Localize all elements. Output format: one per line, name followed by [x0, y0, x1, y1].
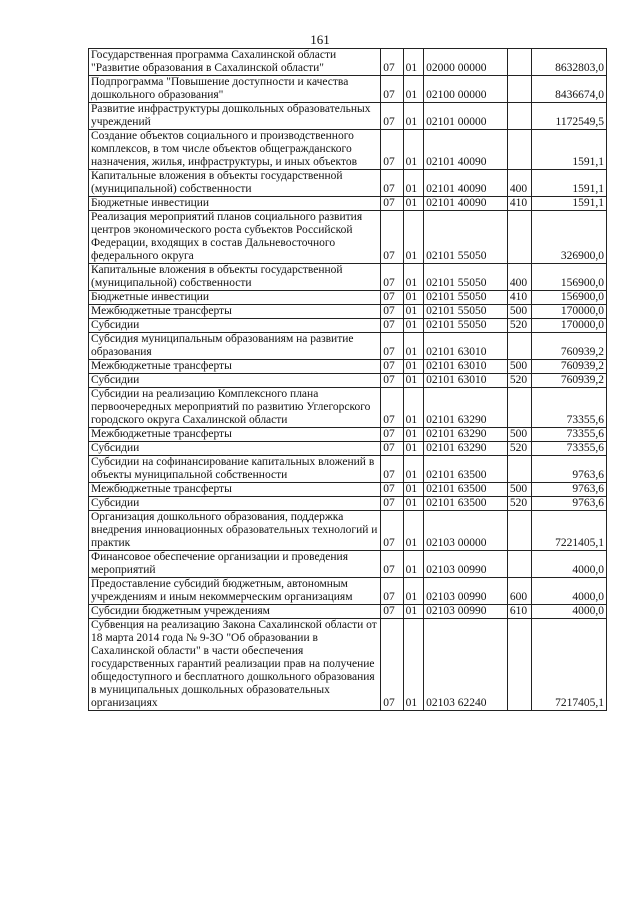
amount-cell: 760939,2 [532, 374, 607, 388]
program-code-cell: 02101 63010 [424, 333, 508, 360]
program-code-cell: 02101 63290 [424, 428, 508, 442]
table-row [89, 333, 607, 360]
section-code-cell: 07 [381, 49, 403, 76]
section-code-cell: 07 [381, 319, 403, 333]
subsection-code-cell: 01 [403, 388, 423, 428]
row-name-cell: Субсидии на софинансирование капитальных вложений в объекты муниципальной собственности [89, 456, 381, 483]
section-code-cell: 07 [381, 511, 403, 551]
section-code-cell: 07 [381, 497, 403, 511]
amount-cell: 73355,6 [532, 388, 607, 428]
program-code-cell: 02101 00000 [424, 103, 508, 130]
row-name-cell: Субсидии бюджетным учреждениям [89, 605, 381, 619]
subsection-code-cell: 01 [403, 497, 423, 511]
row-name-cell: Финансовое обеспечение организации и проведения мероприятий [89, 551, 381, 578]
table-row [89, 605, 607, 619]
subsection-code-cell: 01 [403, 428, 423, 442]
amount-cell: 1591,1 [532, 170, 607, 197]
expense-type-cell: 600 [507, 578, 532, 605]
program-code-cell: 02101 55050 [424, 264, 508, 291]
section-code-cell: 07 [381, 551, 403, 578]
budget-table-body [89, 49, 607, 711]
row-name-cell: Субсидии [89, 374, 381, 388]
expense-type-cell: 400 [507, 170, 532, 197]
row-name-cell: Субвенция на реализацию Закона Сахалинской области от 18 марта 2014 года № 9-ЗО "Об образовании в Сахалинской области" в части обеспечения государственных гарантий реализации прав на получение общедоступного и бесплатного дошкольного образования в муниципальных дошкольных образовательных организациях [89, 619, 381, 711]
row-name-cell: Межбюджетные трансферты [89, 305, 381, 319]
section-code-cell: 07 [381, 264, 403, 291]
section-code-cell: 07 [381, 374, 403, 388]
amount-cell: 326900,0 [532, 211, 607, 264]
row-name-cell: Капитальные вложения в объекты государственной (муниципальной) собственности [89, 170, 381, 197]
row-name-cell: Предоставление субсидий бюджетным, автономным учреждениям и иным некоммерческим организациям [89, 578, 381, 605]
section-code-cell: 07 [381, 333, 403, 360]
program-code-cell: 02101 55050 [424, 319, 508, 333]
expense-type-cell: 500 [507, 483, 532, 497]
subsection-code-cell: 01 [403, 319, 423, 333]
expense-type-cell: 400 [507, 264, 532, 291]
expense-type-cell: 520 [507, 319, 532, 333]
row-name-cell: Межбюджетные трансферты [89, 360, 381, 374]
expense-type-cell: 500 [507, 428, 532, 442]
amount-cell: 4000,0 [532, 551, 607, 578]
section-code-cell: 07 [381, 578, 403, 605]
amount-cell: 760939,2 [532, 360, 607, 374]
program-code-cell: 02101 40090 [424, 170, 508, 197]
subsection-code-cell: 01 [403, 619, 423, 711]
program-code-cell: 02101 63500 [424, 497, 508, 511]
subsection-code-cell: 01 [403, 264, 423, 291]
row-name-cell: Субсидии [89, 319, 381, 333]
expense-type-cell [507, 333, 532, 360]
table-row [89, 305, 607, 319]
expense-type-cell [507, 211, 532, 264]
table-row [89, 197, 607, 211]
amount-cell: 1172549,5 [532, 103, 607, 130]
program-code-cell: 02101 40090 [424, 197, 508, 211]
amount-cell: 1591,1 [532, 130, 607, 170]
subsection-code-cell: 01 [403, 551, 423, 578]
amount-cell: 9763,6 [532, 497, 607, 511]
section-code-cell: 07 [381, 305, 403, 319]
table-row [89, 360, 607, 374]
section-code-cell: 07 [381, 388, 403, 428]
amount-cell: 73355,6 [532, 428, 607, 442]
expense-type-cell: 520 [507, 442, 532, 456]
page-number: 161 [310, 32, 330, 47]
table-row [89, 170, 607, 197]
program-code-cell: 02101 55050 [424, 291, 508, 305]
program-code-cell: 02100 00000 [424, 76, 508, 103]
program-code-cell: 02103 00990 [424, 551, 508, 578]
expense-type-cell [507, 388, 532, 428]
row-name-cell: Бюджетные инвестиции [89, 197, 381, 211]
row-name-cell: Субсидии на реализацию Комплексного плана первоочередных мероприятий по развитию Углегорского городского округа Сахалинской области [89, 388, 381, 428]
section-code-cell: 07 [381, 211, 403, 264]
table-row [89, 49, 607, 76]
row-name-cell: Бюджетные инвестиции [89, 291, 381, 305]
table-row [89, 319, 607, 333]
expense-type-cell [507, 130, 532, 170]
amount-cell: 73355,6 [532, 442, 607, 456]
table-row [89, 551, 607, 578]
amount-cell: 9763,6 [532, 456, 607, 483]
row-name-cell: Субсидия муниципальным образованиям на развитие образования [89, 333, 381, 360]
expense-type-cell [507, 551, 532, 578]
table-row [89, 76, 607, 103]
budget-table [88, 48, 607, 711]
program-code-cell: 02103 00990 [424, 578, 508, 605]
section-code-cell: 07 [381, 103, 403, 130]
expense-type-cell: 500 [507, 360, 532, 374]
expense-type-cell [507, 76, 532, 103]
expense-type-cell: 500 [507, 305, 532, 319]
table-row [89, 578, 607, 605]
amount-cell: 7221405,1 [532, 511, 607, 551]
table-row [89, 291, 607, 305]
row-name-cell: Межбюджетные трансферты [89, 428, 381, 442]
subsection-code-cell: 01 [403, 605, 423, 619]
program-code-cell: 02000 00000 [424, 49, 508, 76]
expense-type-cell: 520 [507, 497, 532, 511]
section-code-cell: 07 [381, 197, 403, 211]
expense-type-cell: 410 [507, 197, 532, 211]
expense-type-cell [507, 103, 532, 130]
row-name-cell: Создание объектов социального и производственного комплексов, в том числе объектов общегражданского назначения, жилья, инфраструктуры, и иных объектов [89, 130, 381, 170]
row-name-cell: Подпрограмма "Повышение доступности и качества дошкольного образования" [89, 76, 381, 103]
program-code-cell: 02101 63290 [424, 442, 508, 456]
section-code-cell: 07 [381, 619, 403, 711]
section-code-cell: 07 [381, 291, 403, 305]
table-row [89, 456, 607, 483]
row-name-cell: Реализация мероприятий планов социального развития центров экономического роста субъектов Российской Федерации, входящих в состав Дальневосточного федерального округа [89, 211, 381, 264]
table-row [89, 428, 607, 442]
expense-type-cell: 410 [507, 291, 532, 305]
subsection-code-cell: 01 [403, 130, 423, 170]
expense-type-cell [507, 511, 532, 551]
program-code-cell: 02101 40090 [424, 130, 508, 170]
expense-type-cell [507, 456, 532, 483]
amount-cell: 7217405,1 [532, 619, 607, 711]
subsection-code-cell: 01 [403, 442, 423, 456]
subsection-code-cell: 01 [403, 483, 423, 497]
amount-cell: 8436674,0 [532, 76, 607, 103]
expense-type-cell [507, 619, 532, 711]
row-name-cell: Капитальные вложения в объекты государственной (муниципальной) собственности [89, 264, 381, 291]
subsection-code-cell: 01 [403, 511, 423, 551]
subsection-code-cell: 01 [403, 170, 423, 197]
amount-cell: 760939,2 [532, 333, 607, 360]
table-row [89, 103, 607, 130]
table-row [89, 211, 607, 264]
expense-type-cell [507, 49, 532, 76]
section-code-cell: 07 [381, 130, 403, 170]
subsection-code-cell: 01 [403, 333, 423, 360]
section-code-cell: 07 [381, 605, 403, 619]
subsection-code-cell: 01 [403, 49, 423, 76]
table-row [89, 483, 607, 497]
amount-cell: 4000,0 [532, 605, 607, 619]
row-name-cell: Развитие инфраструктуры дошкольных образовательных учреждений [89, 103, 381, 130]
subsection-code-cell: 01 [403, 211, 423, 264]
program-code-cell: 02103 00990 [424, 605, 508, 619]
table-row [89, 497, 607, 511]
row-name-cell: Субсидии [89, 497, 381, 511]
program-code-cell: 02101 55050 [424, 211, 508, 264]
subsection-code-cell: 01 [403, 103, 423, 130]
program-code-cell: 02101 63500 [424, 483, 508, 497]
table-row [89, 130, 607, 170]
row-name-cell: Межбюджетные трансферты [89, 483, 381, 497]
row-name-cell: Государственная программа Сахалинской области "Развитие образования в Сахалинской области" [89, 49, 381, 76]
subsection-code-cell: 01 [403, 291, 423, 305]
table-row [89, 511, 607, 551]
subsection-code-cell: 01 [403, 305, 423, 319]
subsection-code-cell: 01 [403, 578, 423, 605]
section-code-cell: 07 [381, 483, 403, 497]
amount-cell: 170000,0 [532, 319, 607, 333]
table-row [89, 374, 607, 388]
section-code-cell: 07 [381, 170, 403, 197]
section-code-cell: 07 [381, 360, 403, 374]
row-name-cell: Организация дошкольного образования, поддержка внедрения инновационных образовательных технологий и практик [89, 511, 381, 551]
table-row [89, 264, 607, 291]
table-row [89, 619, 607, 711]
section-code-cell: 07 [381, 428, 403, 442]
amount-cell: 9763,6 [532, 483, 607, 497]
program-code-cell: 02101 55050 [424, 305, 508, 319]
amount-cell: 170000,0 [532, 305, 607, 319]
amount-cell: 8632803,0 [532, 49, 607, 76]
amount-cell: 156900,0 [532, 291, 607, 305]
subsection-code-cell: 01 [403, 360, 423, 374]
subsection-code-cell: 01 [403, 197, 423, 211]
subsection-code-cell: 01 [403, 76, 423, 103]
program-code-cell: 02101 63010 [424, 374, 508, 388]
table-row [89, 442, 607, 456]
amount-cell: 4000,0 [532, 578, 607, 605]
subsection-code-cell: 01 [403, 374, 423, 388]
table-row [89, 388, 607, 428]
program-code-cell: 02101 63500 [424, 456, 508, 483]
amount-cell: 156900,0 [532, 264, 607, 291]
expense-type-cell: 610 [507, 605, 532, 619]
program-code-cell: 02101 63010 [424, 360, 508, 374]
program-code-cell: 02103 00000 [424, 511, 508, 551]
row-name-cell: Субсидии [89, 442, 381, 456]
section-code-cell: 07 [381, 76, 403, 103]
subsection-code-cell: 01 [403, 456, 423, 483]
amount-cell: 1591,1 [532, 197, 607, 211]
section-code-cell: 07 [381, 456, 403, 483]
expense-type-cell: 520 [507, 374, 532, 388]
program-code-cell: 02101 63290 [424, 388, 508, 428]
section-code-cell: 07 [381, 442, 403, 456]
program-code-cell: 02103 62240 [424, 619, 508, 711]
